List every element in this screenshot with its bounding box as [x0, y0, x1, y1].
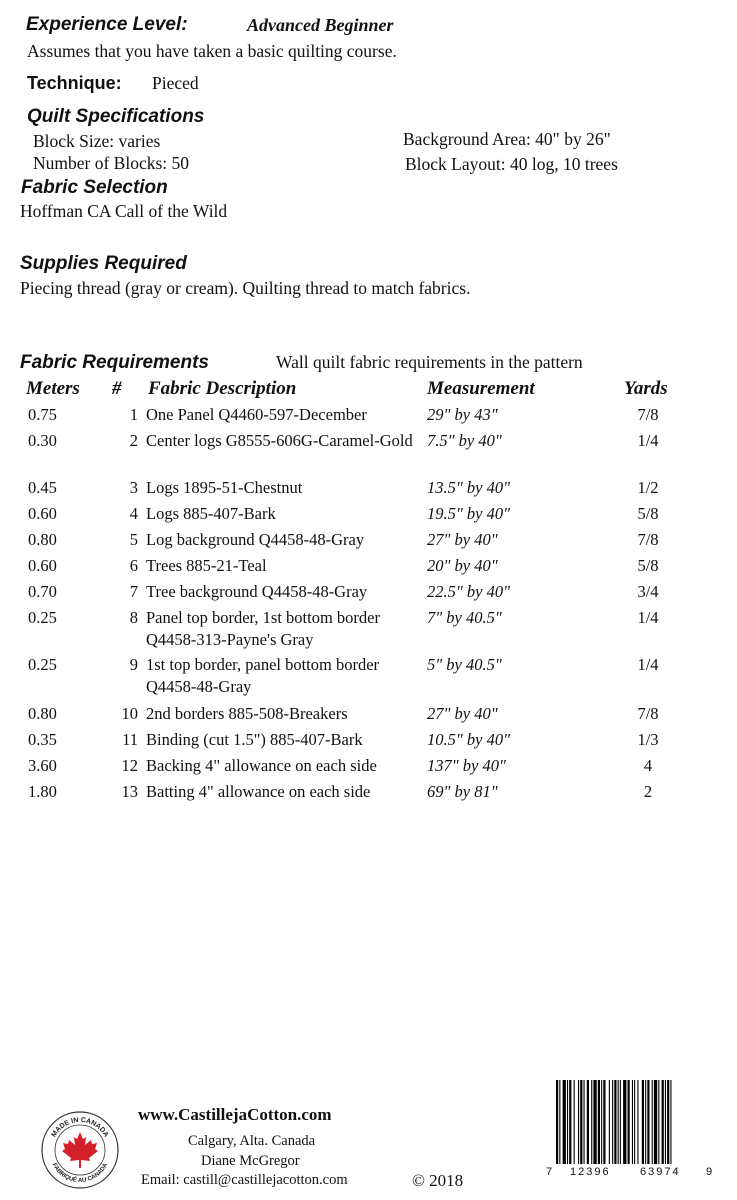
row-meters: 0.60 — [28, 504, 57, 523]
row-measurement: 10.5" by 40" — [427, 730, 511, 749]
row-number: 8 — [129, 608, 138, 627]
barcode-bar — [612, 1080, 613, 1164]
fabric-selection-heading: Fabric Selection — [21, 177, 168, 198]
barcode-bar — [647, 1080, 649, 1164]
website-link[interactable]: www.CastillejaCotton.com — [138, 1105, 332, 1124]
row-number: 3 — [129, 478, 138, 497]
row-measurement: 7.5" by 40" — [427, 431, 502, 450]
block-layout: Block Layout: 40 log, 10 trees — [405, 154, 618, 174]
row-yards: 1/4 — [637, 655, 659, 674]
barcode-bar — [645, 1080, 646, 1164]
row-meters: 0.60 — [28, 556, 57, 575]
row-yards: 1/4 — [637, 608, 659, 627]
requirements-note: Wall quilt fabric requirements in the pattern — [276, 352, 583, 372]
table-header — [22, 378, 712, 404]
row-description: Binding (cut 1.5") 885-407-Bark — [146, 730, 363, 749]
row-measurement: 29" by 43" — [427, 405, 498, 424]
barcode-bar — [652, 1080, 653, 1164]
barcode-bar — [593, 1080, 596, 1164]
row-number: 10 — [121, 704, 138, 723]
barcode-bar — [620, 1080, 621, 1164]
table-row — [22, 654, 712, 703]
barcode-bar — [634, 1080, 635, 1164]
barcode-bar — [623, 1080, 626, 1164]
barcode-bar — [559, 1080, 560, 1164]
barcode-bar — [601, 1080, 602, 1164]
table-row — [22, 581, 712, 607]
barcode-bar — [563, 1080, 566, 1164]
maple-leaf-icon — [62, 1132, 98, 1168]
table-row — [22, 755, 712, 781]
col-yards: Yards — [624, 378, 668, 399]
fabric-requirements-table — [22, 378, 712, 807]
row-description: 2nd borders 885-508-Breakers — [146, 704, 348, 723]
col-number: # — [112, 378, 122, 399]
row-number: 11 — [122, 730, 138, 749]
number-of-blocks: Number of Blocks: 50 — [33, 153, 190, 173]
barcode-bar — [609, 1080, 610, 1164]
row-measurement: 27" by 40" — [427, 530, 498, 549]
barcode-bar — [665, 1080, 666, 1164]
row-meters: 0.45 — [28, 478, 57, 497]
table-row — [22, 703, 712, 729]
table-row — [22, 404, 712, 430]
experience-note: Assumes that you have taken a basic quilting course. — [27, 41, 397, 61]
barcode-bar — [614, 1080, 616, 1164]
table-row — [22, 529, 712, 555]
row-description: Logs 1895-51-Chestnut — [146, 478, 303, 497]
row-measurement: 13.5" by 40" — [427, 478, 511, 497]
barcode-bar — [591, 1080, 592, 1164]
row-yards: 1/2 — [637, 478, 659, 497]
row-meters: 3.60 — [28, 756, 57, 775]
requirements-heading: Fabric Requirements — [20, 352, 209, 373]
barcode-bar — [637, 1080, 638, 1164]
barcode-bar — [628, 1080, 630, 1164]
barcode-bar — [587, 1080, 589, 1164]
row-meters: 0.35 — [28, 730, 57, 749]
row-measurement: 20" by 40" — [427, 556, 498, 575]
table-row — [22, 729, 712, 755]
technique-value: Pieced — [152, 73, 199, 93]
row-number: 2 — [129, 431, 138, 450]
row-meters: 1.80 — [28, 782, 57, 801]
row-number: 5 — [129, 530, 138, 549]
row-measurement: 137" by 40" — [427, 756, 506, 775]
row-measurement: 22.5" by 40" — [427, 582, 511, 601]
row-description: 1st top border, panel bottom border Q4458-48-Gray — [146, 655, 380, 696]
row-meters: 0.70 — [28, 582, 57, 601]
barcode-bar — [567, 1080, 568, 1164]
table-row — [22, 503, 712, 529]
barcode-bar — [654, 1080, 657, 1164]
block-size: Block Size: varies — [33, 131, 161, 151]
row-measurement: 5" by 40.5" — [427, 655, 502, 674]
row-number: 12 — [121, 756, 138, 775]
row-description: Trees 885-21-Teal — [146, 556, 267, 575]
barcode-lead-digit: 7 — [546, 1166, 553, 1178]
row-number: 7 — [129, 582, 138, 601]
row-description: Backing 4" allowance on each side — [146, 756, 377, 775]
row-measurement: 7" by 40.5" — [427, 608, 502, 627]
barcode-bar — [670, 1080, 671, 1164]
row-description: Tree background Q4458-48-Gray — [146, 582, 368, 601]
row-measurement: 19.5" by 40" — [427, 504, 511, 523]
row-number: 9 — [129, 655, 138, 674]
table-row — [22, 781, 712, 807]
made-in-canada-seal — [40, 1110, 120, 1190]
row-description: Center logs G8555-606G-Caramel-Gold — [146, 431, 413, 450]
row-yards: 5/8 — [637, 556, 659, 575]
barcode-bar — [667, 1080, 669, 1164]
table-row — [22, 477, 712, 503]
row-yards: 1/4 — [637, 431, 659, 450]
svg-text:MADE IN CANADA: MADE IN CANADA — [50, 1116, 110, 1139]
barcode-bar — [578, 1080, 579, 1164]
row-measurement: 27" by 40" — [427, 704, 498, 723]
row-meters: 0.30 — [28, 431, 57, 450]
row-meters: 0.25 — [28, 655, 57, 674]
barcode-bar — [580, 1080, 582, 1164]
technique-label: Technique: — [27, 73, 122, 93]
row-yards: 5/8 — [637, 504, 659, 523]
svg-text:FABRIQUÉ AU CANADA: FABRIQUÉ AU CANADA — [50, 1162, 110, 1185]
barcode-bar — [584, 1080, 585, 1164]
barcode-bar — [569, 1080, 571, 1164]
col-measurement: Measurement — [427, 378, 535, 399]
row-description: Panel top border, 1st bottom border Q4458-313-Payne's Gray — [146, 608, 380, 649]
barcode-bar — [556, 1080, 558, 1164]
row-description: Log background Q4458-48-Gray — [146, 530, 365, 549]
row-number: 4 — [129, 504, 138, 523]
barcode — [546, 1080, 713, 1182]
background-area: Background Area: 40" by 26" — [403, 129, 611, 149]
barcode-bar — [618, 1080, 619, 1164]
row-number: 6 — [129, 556, 138, 575]
supplies-heading: Supplies Required — [20, 253, 187, 274]
row-description: Batting 4" allowance on each side — [146, 782, 371, 801]
footer-email[interactable]: Email: castill@castillejacotton.com — [141, 1172, 348, 1188]
row-meters: 0.75 — [28, 405, 57, 424]
barcode-bar — [642, 1080, 644, 1164]
barcode-bar — [662, 1080, 664, 1164]
table-row — [22, 430, 712, 477]
row-meters: 0.25 — [28, 608, 57, 627]
row-meters: 0.80 — [28, 530, 57, 549]
barcode-right-digits: 63974 — [640, 1166, 681, 1178]
experience-label: Experience Level: — [26, 14, 188, 35]
barcode-bar — [598, 1080, 600, 1164]
fabric-selection-value: Hoffman CA Call of the Wild — [20, 201, 228, 221]
barcode-left-digits: 12396 — [570, 1166, 611, 1178]
experience-value: Advanced Beginner — [247, 15, 394, 35]
table-row — [22, 607, 712, 654]
row-yards: 7/8 — [637, 530, 659, 549]
row-number: 13 — [121, 782, 138, 801]
barcode-check-digit: 9 — [706, 1166, 713, 1178]
barcode-bar — [632, 1080, 633, 1164]
row-yards: 7/8 — [637, 704, 659, 723]
row-yards: 2 — [643, 782, 653, 801]
row-yards: 7/8 — [637, 405, 659, 424]
barcode-bar — [574, 1080, 575, 1164]
row-yards: 4 — [643, 756, 653, 775]
row-meters: 0.80 — [28, 704, 57, 723]
table-body — [22, 404, 712, 807]
footer-name: Diane McGregor — [201, 1153, 300, 1169]
row-yards: 3/4 — [637, 582, 659, 601]
barcode-bar — [658, 1080, 659, 1164]
footer-city: Calgary, Alta. Canada — [188, 1133, 316, 1149]
table-row — [22, 555, 712, 581]
row-measurement: 69" by 81" — [427, 782, 498, 801]
supplies-value: Piecing thread (gray or cream). Quilting thread to match fabrics. — [20, 278, 471, 298]
col-meters: Meters — [26, 378, 80, 399]
row-yards: 1/3 — [637, 730, 659, 749]
specs-heading: Quilt Specifications — [27, 106, 205, 127]
col-description: Fabric Description — [148, 378, 297, 399]
row-number: 1 — [129, 405, 138, 424]
row-description: One Panel Q4460-597-December — [146, 405, 367, 424]
copyright: © 2018 — [412, 1171, 464, 1190]
row-description: Logs 885-407-Bark — [146, 504, 276, 523]
barcode-bar — [603, 1080, 605, 1164]
